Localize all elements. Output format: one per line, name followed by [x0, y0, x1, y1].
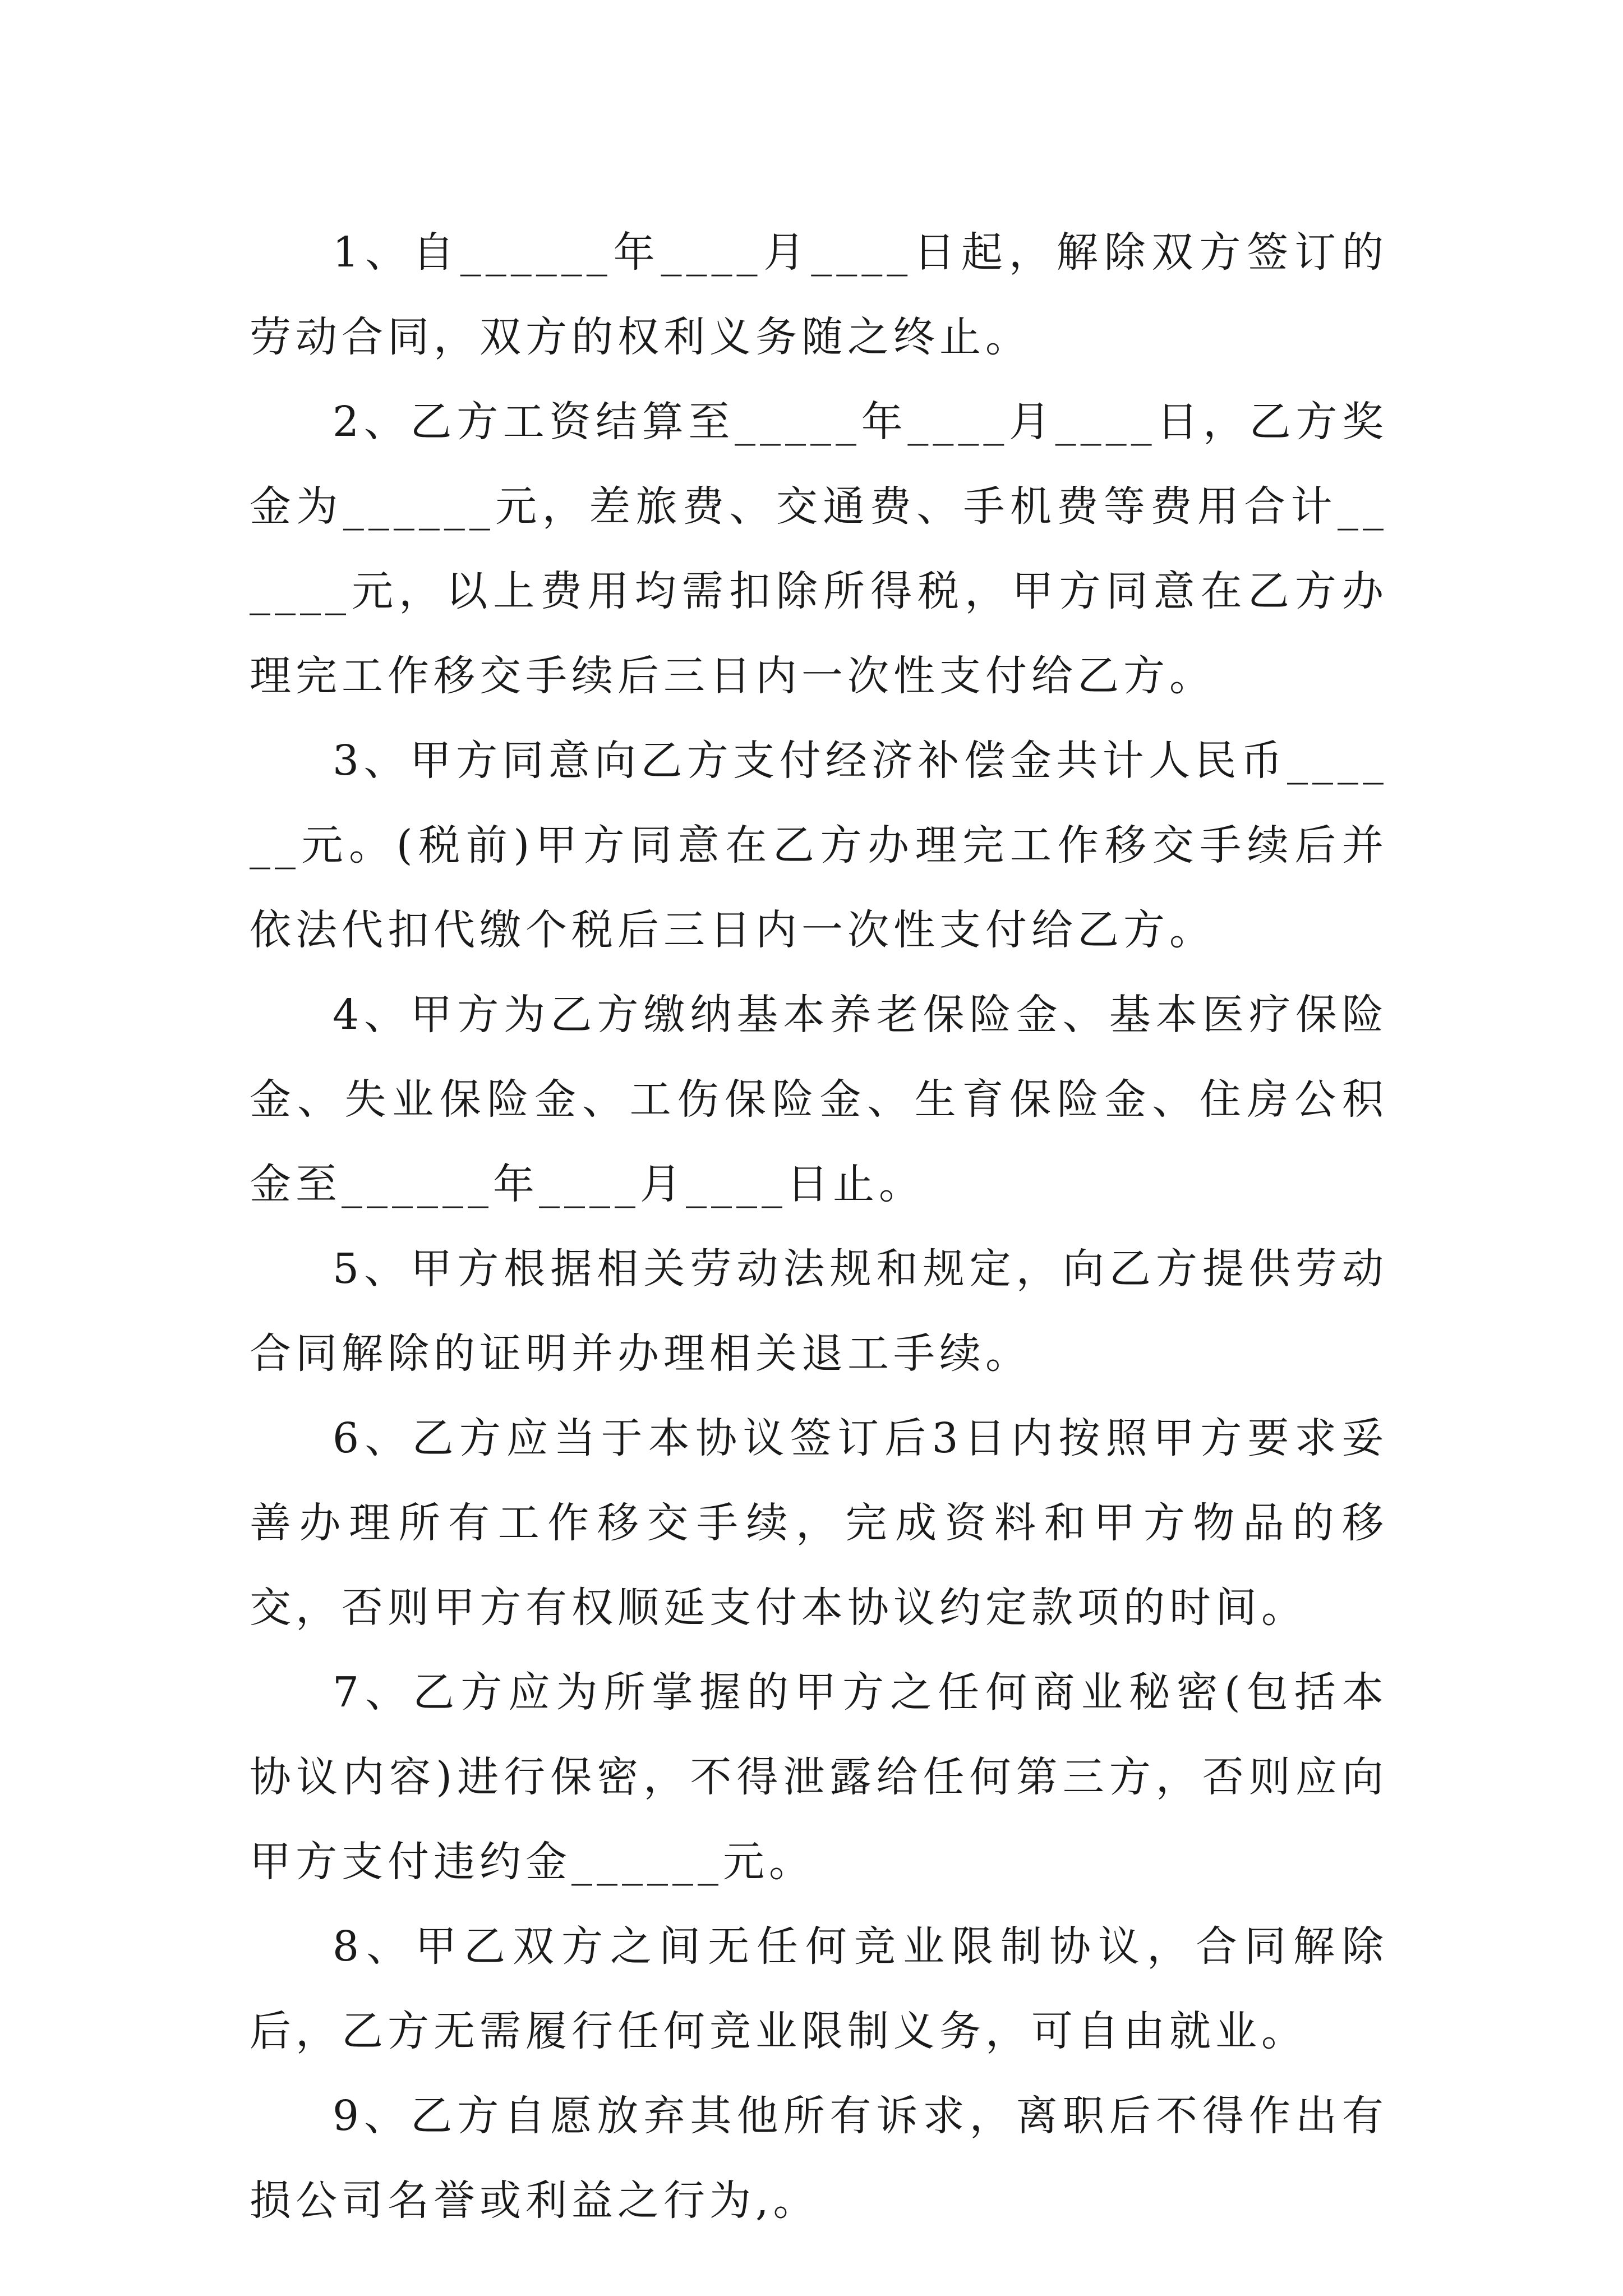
clause-1: 1、自______年____月____日起，解除双方签订的劳动合同，双方的权利义务随之终止。 — [250, 228, 1388, 361]
clause-4: 4、甲方为乙方缴纳基本养老保险金、基本医疗保险金、失业保险金、工伤保险金、生育保险金、住房公积金至______年____月____日止。 — [250, 991, 1388, 1208]
clause-2: 2、乙方工资结算至_____年____月____日，乙方奖金为______元，差旅费、交通费、手机费等费用合计______元，以上费用均需扣除所得税，甲方同意在乙方办理完工作移交手续后三日内一次性支付给乙方。 — [250, 398, 1388, 700]
clause-9: 9、乙方自愿放弃其他所有诉求，离职后不得作出有损公司名誉或利益之行为,。 — [250, 2092, 1388, 2225]
clause-3: 3、甲方同意向乙方支付经济补偿金共计人民币______元。(税前)甲方同意在乙方办理完工作移交手续后并依法代扣代缴个税后三日内一次性支付给乙方。 — [250, 737, 1388, 954]
clause-5: 5、甲方根据相关劳动法规和规定，向乙方提供劳动合同解除的证明并办理相关退工手续。 — [250, 1245, 1388, 1378]
document-body — [250, 210, 1388, 2243]
clause-8: 8、甲乙双方之间无任何竞业限制协议，合同解除后，乙方无需履行任何竞业限制义务，可自由就业。 — [250, 1922, 1388, 2055]
clause-6: 6、乙方应当于本协议签订后3日内按照甲方要求妥善办理所有工作移交手续，完成资料和甲方物品的移交，否则甲方有权顺延支付本协议约定款项的时间。 — [250, 1414, 1388, 1632]
clause-7: 7、乙方应为所掌握的甲方之任何商业秘密(包括本协议内容)进行保密，不得泄露给任何第三方，否则应向甲方支付违约金______元。 — [250, 1668, 1388, 1886]
